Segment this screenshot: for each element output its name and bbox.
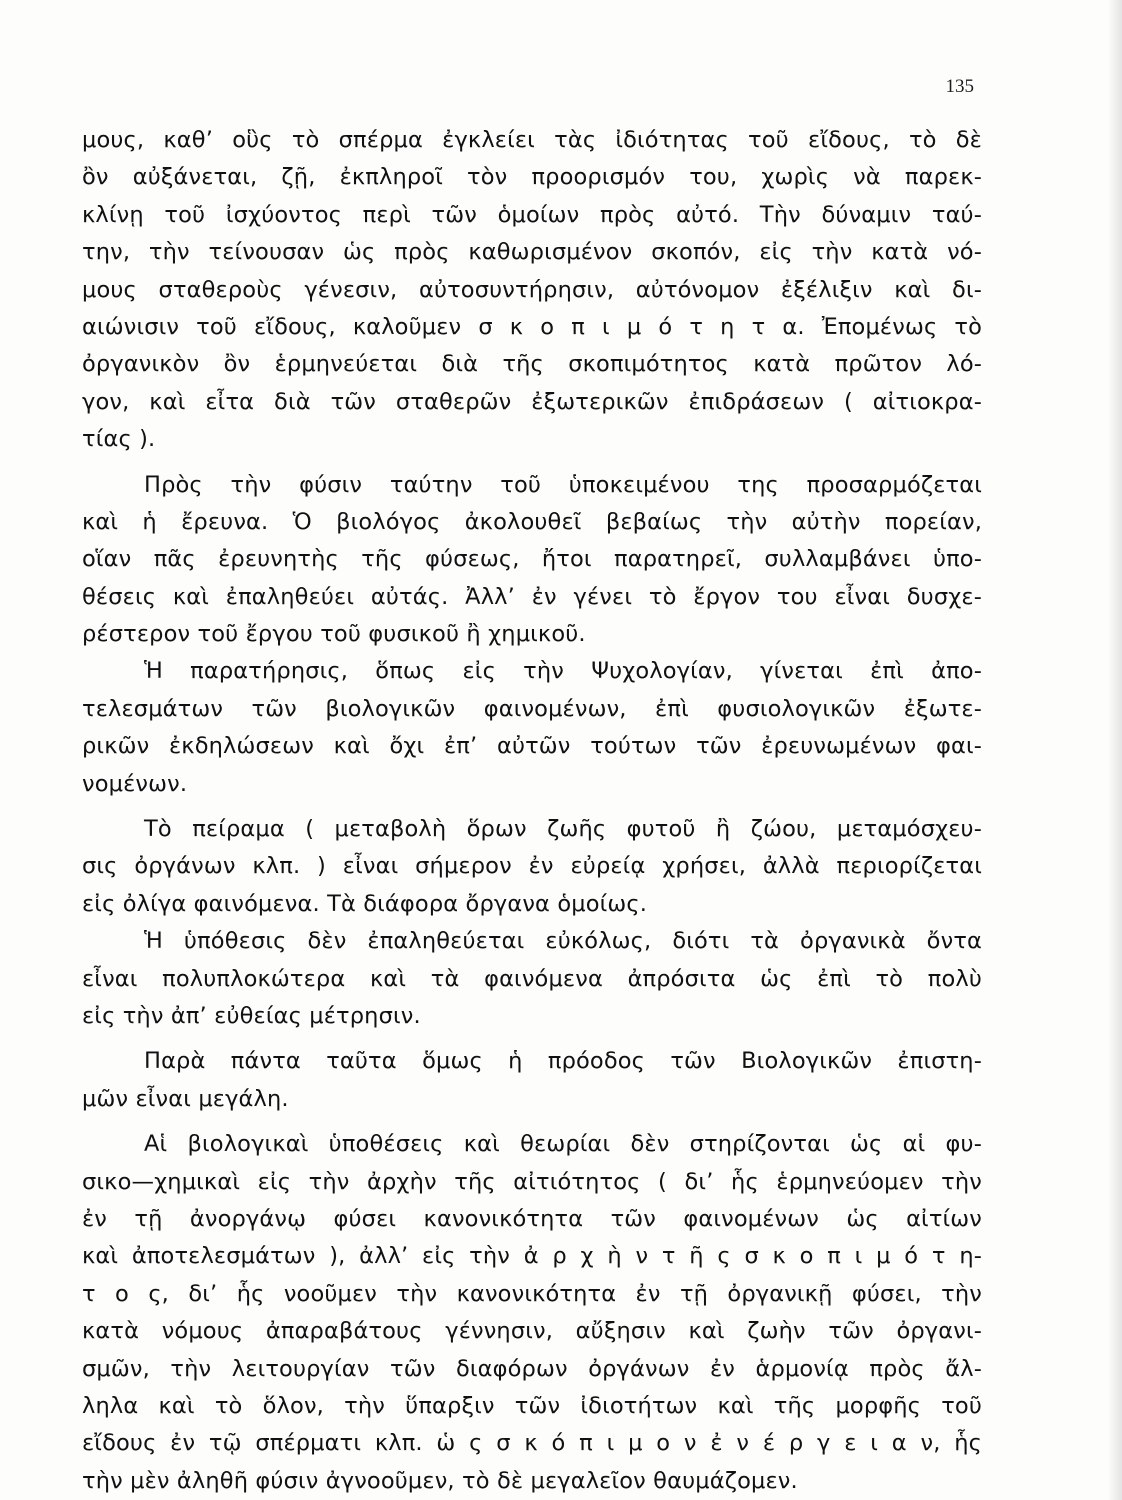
text-line: τελεσμάτων τῶν βιολογικῶν φαινομένων, ἐπὶ φυσιολογικῶν ἐξωτε-: [82, 695, 982, 722]
text-line: μους, καθ’ οὓς τὸ σπέρμα ἐγκλείει τὰς ἰδιότητας τοῦ εἴδους, τὸ δὲ: [82, 127, 982, 153]
text-line: Παρὰ πάντα ταῦτα ὅμως ἡ πρόοδος τῶν Βιολογικῶν ἐπιστη-: [144, 1048, 982, 1075]
text-line: ληλα καὶ τὸ ὅλον, τὴν ὕπαρξιν τῶν ἰδιοτήτων καὶ τῆς μορφῆς τοῦ: [82, 1392, 982, 1419]
text-line: οἵαν πᾶς ἐρευνητὴς τῆς φύσεως, ἤτοι παρατηρεῖ, συλλαμβάνει ὑπο-: [82, 546, 982, 573]
text-line: θέσεις καὶ ἐπαληθεύει αὐτάς. Ἀλλ’ ἐν γένει τὸ ἔργον του εἶναι δυσχε-: [82, 583, 982, 610]
text-line: την, τὴν τείνουσαν ὡς πρὸς καθωρισμένον σκοπόν, εἰς τὴν κατὰ νό-: [82, 239, 982, 266]
paragraph: [82, 653, 982, 803]
body-text: [82, 122, 982, 1500]
text-line: καὶ ἀποτελεσμάτων ), ἀλλ’ εἰς τὴν ἀ ρ χ ὴ ν τ ῆ ς σ κ ο π ι μ ό τ η-: [82, 1243, 982, 1270]
text-line: Τὸ πείραμα ( μεταβολὴ ὅρων ζωῆς φυτοῦ ἢ ζώου, μεταμόσχευ-: [144, 816, 982, 843]
paragraph: [82, 1043, 982, 1118]
text-line: ὂν αὐξάνεται, ζῇ, ἐκπληροῖ τὸν προορισμόν του, χωρὶς νὰ παρεκ-: [82, 164, 982, 191]
text-line: Αἱ βιολογικαὶ ὑποθέσεις καὶ θεωρίαι δὲν στηρίζονται ὡς αἱ φυ-: [144, 1131, 982, 1158]
paragraph-gap: [82, 803, 982, 811]
text-line: σικο—χημικαὶ εἰς τὴν ἀρχὴν τῆς αἰτιότητος ( δι’ ἧς ἑρμηνεύομεν τὴν: [82, 1168, 982, 1195]
text-line: σμῶν, τὴν λειτουργίαν τῶν διαφόρων ὀργάνων ἐν ἁρμονίᾳ πρὸς ἄλ-: [82, 1355, 982, 1382]
text-line: σις ὀργάνων κλπ. ) εἶναι σήμερον ἐν εὐρείᾳ χρήσει, ἀλλὰ περιορίζεται: [82, 853, 982, 880]
paragraph: [82, 1126, 982, 1500]
text-line: ἐν τῇ ἀνοργάνῳ φύσει κανονικότητα τῶν φαινομένων ὡς αἰτίων: [82, 1205, 982, 1232]
paragraph: [82, 122, 982, 459]
text-line: κλίνῃ τοῦ ἰσχύοντος περὶ τῶν ὁμοίων πρὸς αὐτό. Τὴν δύναμιν ταύ-: [82, 201, 982, 228]
text-line: νομένων.: [82, 770, 188, 797]
text-line: μῶν εἶναι μεγάλη.: [82, 1085, 289, 1112]
text-line: ρικῶν ἐκδηλώσεων καὶ ὄχι ἐπ’ αὐτῶν τούτων τῶν ἐρευνωμένων φαι-: [82, 733, 982, 760]
text-line: τίας ).: [82, 426, 156, 453]
text-line: Ἡ ὑπόθεσις δὲν ἐπαληθεύεται εὐκόλως, διότι τὰ ὀργανικὰ ὄντα: [144, 928, 982, 955]
text-line: ρέστερον τοῦ ἔργου τοῦ φυσικοῦ ἢ χημικοῦ.: [82, 621, 586, 648]
text-line: Πρὸς τὴν φύσιν ταύτην τοῦ ὑποκειμένου της προσαρμόζεται: [144, 471, 982, 498]
text-line: τ ο ς, δι’ ἧς νοοῦμεν τὴν κανονικότητα ἐν τῇ ὀργανικῇ φύσει, τὴν: [82, 1280, 982, 1307]
text-line: γον, καὶ εἶτα διὰ τῶν σταθερῶν ἐξωτερικῶν ἐπιδράσεων ( αἰτιοκρα-: [82, 388, 982, 415]
text-line: κατὰ νόμους ἀπαραβάτους γέννησιν, αὔξησιν καὶ ζωὴν τῶν ὀργανι-: [82, 1318, 982, 1345]
page-edge-shadow: [1108, 0, 1122, 1500]
text-line: εἶναι πολυπλοκώτερα καὶ τὰ φαινόμενα ἀπρόσιτα ὡς ἐπὶ τὸ πολὺ: [82, 965, 982, 992]
paragraph-gap: [82, 1035, 982, 1043]
page-number: 135: [945, 76, 974, 97]
paragraph: [82, 467, 982, 654]
paragraph-gap: [82, 459, 982, 467]
text-line: μους σταθεροὺς γένεσιν, αὐτοσυντήρησιν, αὐτόνομον ἐξέλιξιν καὶ δι-: [82, 276, 982, 303]
paragraph-gap: [82, 1118, 982, 1126]
text-line: καὶ ἡ ἔρευνα. Ὁ βιολόγος ἀκολουθεῖ βεβαίως τὴν αὐτὴν πορείαν,: [82, 508, 982, 535]
text-line: αιώνισιν τοῦ εἴδους, καλοῦμεν σ κ ο π ι μ ό τ η τ α. Ἐπομένως τὸ: [82, 313, 982, 340]
text-line: εἴδους ἐν τῷ σπέρματι κλπ. ὡ ς σ κ ό π ι μ ο ν ἐ ν έ ρ γ ε ι α ν, ἧς: [82, 1430, 982, 1457]
paragraph: [82, 923, 982, 1035]
text-line: ὀργανικὸν ὂν ἑρμηνεύεται διὰ τῆς σκοπιμότητος κατὰ πρῶτον λό-: [82, 351, 982, 378]
paragraph: [82, 811, 982, 923]
text-line: τὴν μὲν ἀληθῆ φύσιν ἀγνοοῦμεν, τὸ δὲ μεγαλεῖον θαυμάζομεν.: [82, 1467, 798, 1494]
text-line: εἰς τὴν ἀπ’ εὐθείας μέτρησιν.: [82, 1002, 421, 1029]
text-line: Ἡ παρατήρησις, ὅπως εἰς τὴν Ψυχολογίαν, γίνεται ἐπὶ ἀπο-: [144, 658, 982, 685]
text-line: εἰς ὀλίγα φαινόμενα. Τὰ διάφορα ὄργανα ὁμοίως.: [82, 890, 648, 917]
